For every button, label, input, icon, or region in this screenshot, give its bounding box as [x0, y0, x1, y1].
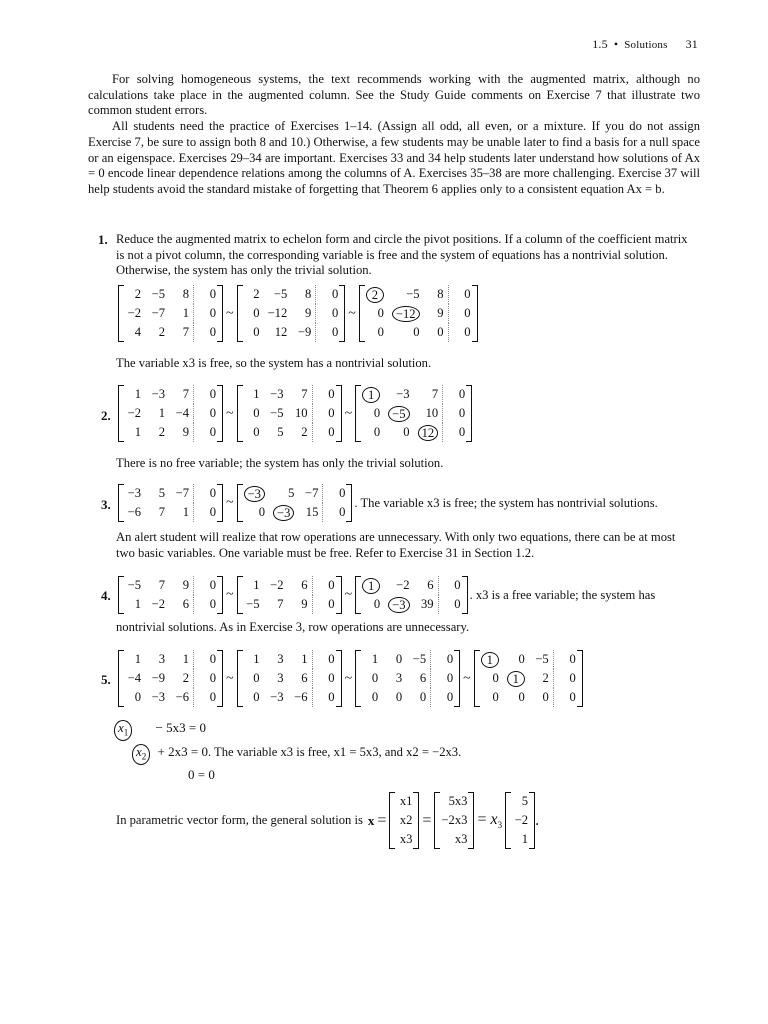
matrix-entry: −2 — [396, 578, 410, 592]
vector-direction — [505, 792, 535, 849]
matrix-row — [121, 404, 220, 423]
equation-2 — [132, 744, 461, 765]
exercise-2-number: 2. — [101, 408, 111, 423]
matrix-row — [121, 304, 220, 323]
matrix-row — [121, 650, 220, 669]
matrix-entry: 10 — [425, 406, 439, 420]
matrix-entry: 3 — [158, 652, 165, 666]
matrix-entry: 0 — [492, 690, 499, 704]
matrix-row — [240, 595, 339, 614]
equation-1-rest: − 5x3 = 0 — [155, 720, 206, 735]
matrix-entry: 0 — [194, 595, 221, 614]
matrix-entry: 0 — [553, 650, 580, 669]
matrix-row — [358, 650, 457, 669]
exercise-2-matrices — [118, 385, 472, 442]
matrix-entry: 0 — [373, 406, 381, 420]
matrix-1a — [118, 285, 223, 342]
matrix-entry: 0 — [194, 650, 221, 669]
matrix-row — [358, 688, 457, 707]
matrix-entry: 0 — [448, 304, 475, 323]
matrix-row — [508, 792, 532, 811]
matrix-entry: 0 — [395, 690, 403, 704]
matrix-entry: −5 — [151, 287, 165, 301]
matrix-entry — [388, 304, 424, 323]
matrix-entry: 0 — [553, 688, 580, 707]
matrix-5c — [355, 650, 460, 707]
matrix-entry: 10 — [294, 406, 308, 420]
row-equivalent-symbol: ~ — [344, 670, 353, 686]
matrix-4c — [355, 576, 467, 614]
matrix-entry: 0 — [194, 285, 221, 304]
matrix-entry: 0 — [403, 425, 410, 439]
matrix-entry: 1 — [134, 597, 141, 611]
matrix-entry: 2 — [182, 671, 189, 685]
matrix-5a — [118, 650, 223, 707]
matrix-entry: 3 — [277, 652, 284, 666]
matrix-entry: −3 — [151, 690, 165, 704]
exercise-1-number: 1. — [98, 232, 108, 247]
parametric-form — [116, 792, 539, 849]
matrix-entry: 2 — [158, 325, 165, 339]
matrix-row — [121, 423, 220, 442]
matrix-entry: −3 — [127, 486, 141, 500]
matrix-row — [121, 285, 220, 304]
matrix-4b — [237, 576, 342, 614]
matrix-row — [392, 830, 416, 849]
matrix-entry: x3 — [454, 832, 468, 846]
equation-3: 0 = 0 — [188, 767, 215, 782]
matrix-entry: 7 — [277, 597, 284, 611]
exercise-3-number: 3. — [101, 497, 111, 512]
matrix-entry: 9 — [182, 578, 189, 592]
matrix-entry: 0 — [542, 690, 549, 704]
matrix-entry: 1 — [253, 578, 260, 592]
intro-paragraph-2: All students need the practice of Exercises 1–14. (Assign all odd, all even, or a mixture. If you do not assign Exercise 7, be sure to assign both 8 and 10.) Otherwise, a few students may be unable later to find a basis for a null space or an eigenspace. Exercises 29–34 are important. Exercises 33 and 34 help students later understand how solutions of Ax = 0 encode linear dependence relations among the columns of A. Exercises 35–38 are more challenging. Exercise 37 will help students avoid the standard mistake of forgetting that Theorem 6 applies only to a consistent equation Ax = b. — [88, 119, 700, 196]
pivot-circle: 2 — [366, 287, 384, 303]
matrix-entry: 2 — [134, 287, 141, 301]
matrix-row — [121, 484, 220, 503]
exercise-2-conclusion: There is no free variable; the system has only the trivial solution. — [116, 456, 444, 470]
pivot-circle: −12 — [392, 306, 420, 322]
matrix-entry: −4 — [175, 406, 189, 420]
matrix-entry: 0 — [253, 671, 260, 685]
matrix-entry: 0 — [194, 576, 221, 595]
matrix-entry: 0 — [518, 652, 525, 666]
matrix-entry: 0 — [194, 323, 221, 342]
exercise-5-matrices — [118, 650, 583, 707]
matrix-4a — [118, 576, 223, 614]
matrix-entry: 2 — [253, 287, 260, 301]
matrix-entry — [414, 423, 443, 442]
matrix-entry: 8 — [437, 287, 444, 301]
page-number: 31 — [685, 37, 698, 51]
matrix-row — [358, 669, 457, 688]
matrix-row — [121, 323, 220, 342]
matrix-entry: 0 — [194, 385, 221, 404]
matrix-entry: 0 — [377, 325, 384, 339]
matrix-entry: −7 — [175, 486, 189, 500]
matrix-entry: 0 — [323, 503, 350, 522]
matrix-entry: 0 — [194, 688, 221, 707]
row-equivalent-symbol: ~ — [463, 670, 471, 686]
matrix-entry: −5 — [246, 597, 260, 611]
matrix-entry: 0 — [443, 404, 470, 423]
matrix-entry: 0 — [312, 688, 339, 707]
matrix-entry: 0 — [323, 484, 350, 503]
matrix-entry: 7 — [431, 387, 439, 401]
matrix-row — [240, 688, 339, 707]
matrix-row — [121, 669, 220, 688]
matrix-entry: 3 — [277, 671, 284, 685]
matrix-row — [240, 669, 339, 688]
pivot-circle: −3 — [388, 597, 409, 613]
matrix-entry: 0 — [253, 690, 260, 704]
matrix-row — [362, 323, 475, 342]
matrix-entry: 0 — [419, 690, 427, 704]
matrix-entry: 0 — [312, 576, 339, 595]
matrix-entry: 0 — [377, 306, 384, 320]
matrix-1b — [237, 285, 346, 342]
exercise-4-matrices — [118, 576, 655, 614]
matrix-entry: 1 — [134, 425, 141, 439]
matrix-row — [437, 830, 471, 849]
matrix-row — [477, 688, 580, 707]
matrix-entry: 0 — [134, 690, 141, 704]
matrix-entry: 0 — [312, 404, 339, 423]
matrix-entry: 1 — [182, 306, 189, 320]
matrix-entry: −6 — [127, 505, 141, 519]
matrix-entry: −7 — [304, 486, 319, 500]
matrix-entry: −6 — [175, 690, 189, 704]
matrix-row — [240, 304, 343, 323]
matrix-entry: 1 — [253, 387, 260, 401]
matrix-entry: 0 — [518, 690, 525, 704]
matrix-entry: 0 — [438, 595, 465, 614]
vector-x — [389, 792, 419, 849]
pivot-circle: −5 — [388, 406, 409, 422]
matrix-entry: 0 — [253, 406, 260, 420]
matrix-entry — [358, 385, 384, 404]
matrix-entry: −3 — [270, 690, 284, 704]
matrix-entry: 9 — [301, 597, 308, 611]
matrix-entry: 0 — [312, 423, 339, 442]
matrix-entry: 7 — [158, 505, 165, 519]
pivot-circle: 12 — [418, 425, 439, 441]
matrix-row — [240, 650, 339, 669]
matrix-row — [240, 423, 339, 442]
matrix-entry: 0 — [437, 325, 444, 339]
matrix-entry: 0 — [448, 323, 475, 342]
matrix-entry: 7 — [182, 387, 189, 401]
matrix-entry: 8 — [182, 287, 189, 301]
matrix-entry: 0 — [312, 385, 339, 404]
matrix-entry: 0 — [431, 688, 458, 707]
period: . — [535, 811, 540, 829]
exercise-4-number: 4. — [101, 588, 111, 603]
row-equivalent-symbol: ~ — [226, 495, 234, 510]
matrix-5d — [474, 650, 583, 707]
page-header — [592, 37, 698, 52]
matrix-row — [121, 688, 220, 707]
pivot-circle-x1: $x_1$ — [114, 720, 132, 741]
row-equivalent-symbol: ~ — [348, 305, 356, 321]
matrix-entry: 6 — [301, 578, 308, 592]
exercise-4-inline-text: . x3 is a free variable; the system has — [469, 587, 656, 602]
matrix-entry: x1 — [399, 794, 413, 808]
matrix-row — [121, 385, 220, 404]
matrix-entry: 1 — [182, 652, 189, 666]
matrix-entry: 0 — [431, 669, 458, 688]
matrix-row — [362, 285, 475, 304]
matrix-entry: 0 — [316, 285, 343, 304]
matrix-row — [358, 595, 464, 614]
vector-x-symbol: x — [367, 812, 375, 828]
matrix-entry: 0 — [443, 423, 470, 442]
equation-2-note: . The variable x3 is free, x1 = 5x3, and x2 = −2x3. — [207, 745, 462, 759]
matrix-row — [358, 385, 469, 404]
pivot-circle: −3 — [244, 486, 265, 502]
matrix-entry: 0 — [312, 595, 339, 614]
matrix-entry: 8 — [304, 287, 312, 301]
matrix-entry: −9 — [297, 325, 312, 339]
exercise-1-text: Reduce the augmented matrix to echelon form and circle the pivot positions. If a column of the coefficient matrix is not a pivot column, the corresponding variable is free and the system of equations has a nontrivial solution. Otherwise, the system has only the trivial solution. — [116, 232, 688, 278]
matrix-row — [240, 285, 343, 304]
matrix-entry: 39 — [420, 597, 434, 611]
matrix-5b — [237, 650, 342, 707]
matrix-2a — [118, 385, 223, 442]
matrix-entry: 1 — [134, 387, 141, 401]
matrix-entry: 0 — [395, 652, 403, 666]
matrix-entry: 0 — [373, 597, 381, 611]
matrix-entry: −2 — [514, 813, 529, 827]
matrix-entry: 1 — [158, 406, 165, 420]
matrix-entry: 6 — [182, 597, 189, 611]
matrix-entry: 0 — [443, 385, 470, 404]
matrix-entry: 0 — [371, 690, 379, 704]
matrix-entry: 0 — [312, 669, 339, 688]
matrix-entry: −5 — [270, 406, 284, 420]
matrix-entry: −9 — [151, 671, 165, 685]
matrix-entry: −3 — [396, 387, 410, 401]
matrix-entry: 0 — [194, 304, 221, 323]
equals-sign: = — [377, 811, 387, 829]
matrix-entry: 5 — [288, 486, 295, 500]
matrix-entry: 0 — [194, 423, 221, 442]
row-equivalent-symbol: ~ — [226, 587, 234, 602]
matrix-entry: 4 — [134, 325, 141, 339]
parametric-text: In parametric vector form, the general solution is — [116, 813, 363, 827]
matrix-entry: −5 — [273, 287, 288, 301]
equals-sign: = $x_3$ — [477, 810, 503, 831]
matrix-row — [392, 792, 416, 811]
matrix-entry: 9 — [437, 306, 444, 320]
matrix-row — [121, 576, 220, 595]
matrix-row — [121, 503, 220, 522]
matrix-entry: −5 — [406, 287, 420, 301]
matrix-row — [121, 595, 220, 614]
matrix-entry: −6 — [294, 690, 308, 704]
equation-1 — [114, 720, 206, 741]
exercise-3-inline-text: . The variable x3 is free; the system has nontrivial solutions. — [354, 495, 658, 510]
matrix-3b — [237, 484, 353, 522]
section-number: 1.5 — [592, 37, 608, 51]
matrix-entry: 2 — [542, 671, 549, 685]
exercise-3-matrices — [118, 484, 658, 522]
matrix-entry: 3 — [395, 671, 403, 685]
exercise-5-number: 5. — [101, 672, 111, 687]
matrix-1c — [359, 285, 478, 342]
matrix-entry: 0 — [194, 484, 221, 503]
matrix-entry: 5 — [277, 425, 284, 439]
matrix-entry: 7 — [158, 578, 165, 592]
equals-sign: = — [422, 811, 432, 829]
matrix-row — [437, 811, 471, 830]
matrix-entry: −2 — [127, 406, 141, 420]
intro-paragraph-1: For solving homogeneous systems, the text recommends working with the augmented matrix, although no calculations take place in the augmented column. See the Study Guide comments on Exercise 7 that illustrate two common student errors. — [88, 72, 700, 118]
matrix-row — [477, 650, 580, 669]
pivot-circle: −3 — [273, 505, 294, 521]
exercise-1-conclusion: The variable x3 is free, so the system has a nontrivial solution. — [116, 356, 432, 370]
pivot-circle: 1 — [362, 578, 380, 594]
matrix-row — [477, 669, 580, 688]
matrix-entry: 1 — [521, 832, 529, 846]
matrix-entry: x2 — [399, 813, 413, 827]
matrix-row — [240, 404, 339, 423]
matrix-entry: 0 — [316, 304, 343, 323]
matrix-entry — [358, 576, 384, 595]
matrix-entry: −5 — [127, 578, 141, 592]
matrix-entry: 7 — [301, 387, 308, 401]
matrix-entry: −5 — [535, 652, 549, 666]
matrix-row — [358, 576, 464, 595]
matrix-entry: 12 — [274, 325, 288, 339]
matrix-3a — [118, 484, 223, 522]
matrix-entry — [240, 484, 269, 503]
matrix-entry: 2 — [301, 425, 308, 439]
matrix-entry: x3 — [399, 832, 413, 846]
matrix-entry — [384, 595, 413, 614]
row-equivalent-symbol: ~ — [344, 587, 353, 602]
matrix-row — [392, 811, 416, 830]
matrix-entry: −5 — [412, 652, 427, 666]
row-equivalent-symbol: ~ — [226, 405, 234, 421]
matrix-entry: 5 — [158, 486, 165, 500]
matrix-row — [240, 503, 350, 522]
matrix-entry: 0 — [194, 503, 221, 522]
matrix-entry: 0 — [553, 669, 580, 688]
pivot-circle-x2: $x_2$ — [132, 744, 150, 765]
matrix-row — [240, 576, 339, 595]
matrix-entry: 2 — [158, 425, 165, 439]
matrix-2b — [237, 385, 342, 442]
matrix-row — [240, 323, 343, 342]
matrix-entry — [503, 669, 529, 688]
matrix-entry: 9 — [304, 306, 312, 320]
matrix-entry: 0 — [258, 505, 265, 519]
matrix-entry: 0 — [438, 576, 465, 595]
matrix-entry: 0 — [373, 425, 381, 439]
row-equivalent-symbol: ~ — [226, 670, 234, 686]
exercise-3-conclusion: An alert student will realize that row operations are unnecessary. With only two equations, there can be at most two basic variables. One variable must be free. Refer to Exercise 31 in Section 1.2. — [116, 530, 676, 560]
matrix-row — [362, 304, 475, 323]
matrix-entry: 15 — [305, 505, 319, 519]
matrix-entry: 5x3 — [448, 794, 468, 808]
matrix-entry: 0 — [194, 404, 221, 423]
matrix-entry: −2x3 — [441, 813, 468, 827]
matrix-entry — [362, 285, 388, 304]
matrix-row — [240, 385, 339, 404]
pivot-circle: 1 — [362, 387, 380, 403]
matrix-entry: 1 — [253, 652, 260, 666]
matrix-entry: −3 — [151, 387, 165, 401]
matrix-row — [508, 830, 532, 849]
matrix-entry: −12 — [267, 306, 288, 320]
pivot-circle: 1 — [507, 671, 525, 687]
matrix-entry: 5 — [521, 794, 529, 808]
matrix-entry: 0 — [371, 671, 379, 685]
pivot-circle: 1 — [481, 652, 499, 668]
matrix-entry: 1 — [134, 652, 141, 666]
matrix-entry: 0 — [413, 325, 420, 339]
matrix-entry — [269, 503, 298, 522]
matrix-entry: 6 — [427, 578, 434, 592]
matrix-entry: 6 — [301, 671, 308, 685]
matrix-entry: 0 — [312, 650, 339, 669]
equation-2-rest: + 2x3 = 0 — [157, 744, 208, 759]
matrix-entry: 0 — [316, 323, 343, 342]
matrix-2c — [355, 385, 472, 442]
matrix-entry: −7 — [151, 306, 165, 320]
matrix-entry — [477, 650, 503, 669]
matrix-entry: 7 — [182, 325, 189, 339]
matrix-entry: −2 — [151, 597, 165, 611]
vector-mid — [434, 792, 474, 849]
matrix-row — [437, 792, 471, 811]
matrix-entry: −4 — [127, 671, 141, 685]
row-equivalent-symbol: ~ — [344, 405, 353, 421]
matrix-entry: −3 — [270, 387, 284, 401]
header-bullet: • — [613, 37, 619, 51]
matrix-entry — [384, 404, 413, 423]
row-equivalent-symbol: ~ — [226, 305, 234, 321]
matrix-entry: 1 — [182, 505, 189, 519]
section-title: Solutions — [624, 39, 668, 51]
exercise-4-conclusion: nontrivial solutions. As in Exercise 3, row operations are unnecessary. — [116, 620, 470, 634]
matrix-entry: 0 — [492, 671, 499, 685]
matrix-row — [358, 423, 469, 442]
exercise-1-matrices — [118, 285, 478, 342]
matrix-entry: 6 — [419, 671, 427, 685]
matrix-entry: −2 — [127, 306, 141, 320]
matrix-entry: 0 — [253, 425, 260, 439]
matrix-entry: 0 — [253, 325, 260, 339]
matrix-row — [240, 484, 350, 503]
matrix-entry: 0 — [448, 285, 475, 304]
matrix-entry: 0 — [194, 669, 221, 688]
matrix-entry: 1 — [371, 652, 379, 666]
matrix-row — [358, 404, 469, 423]
matrix-entry: 0 — [253, 306, 260, 320]
matrix-entry: 9 — [182, 425, 189, 439]
matrix-entry: 0 — [431, 650, 458, 669]
matrix-entry: −2 — [270, 578, 284, 592]
matrix-entry: 1 — [301, 652, 308, 666]
matrix-row — [508, 811, 532, 830]
intro-text — [88, 72, 700, 198]
